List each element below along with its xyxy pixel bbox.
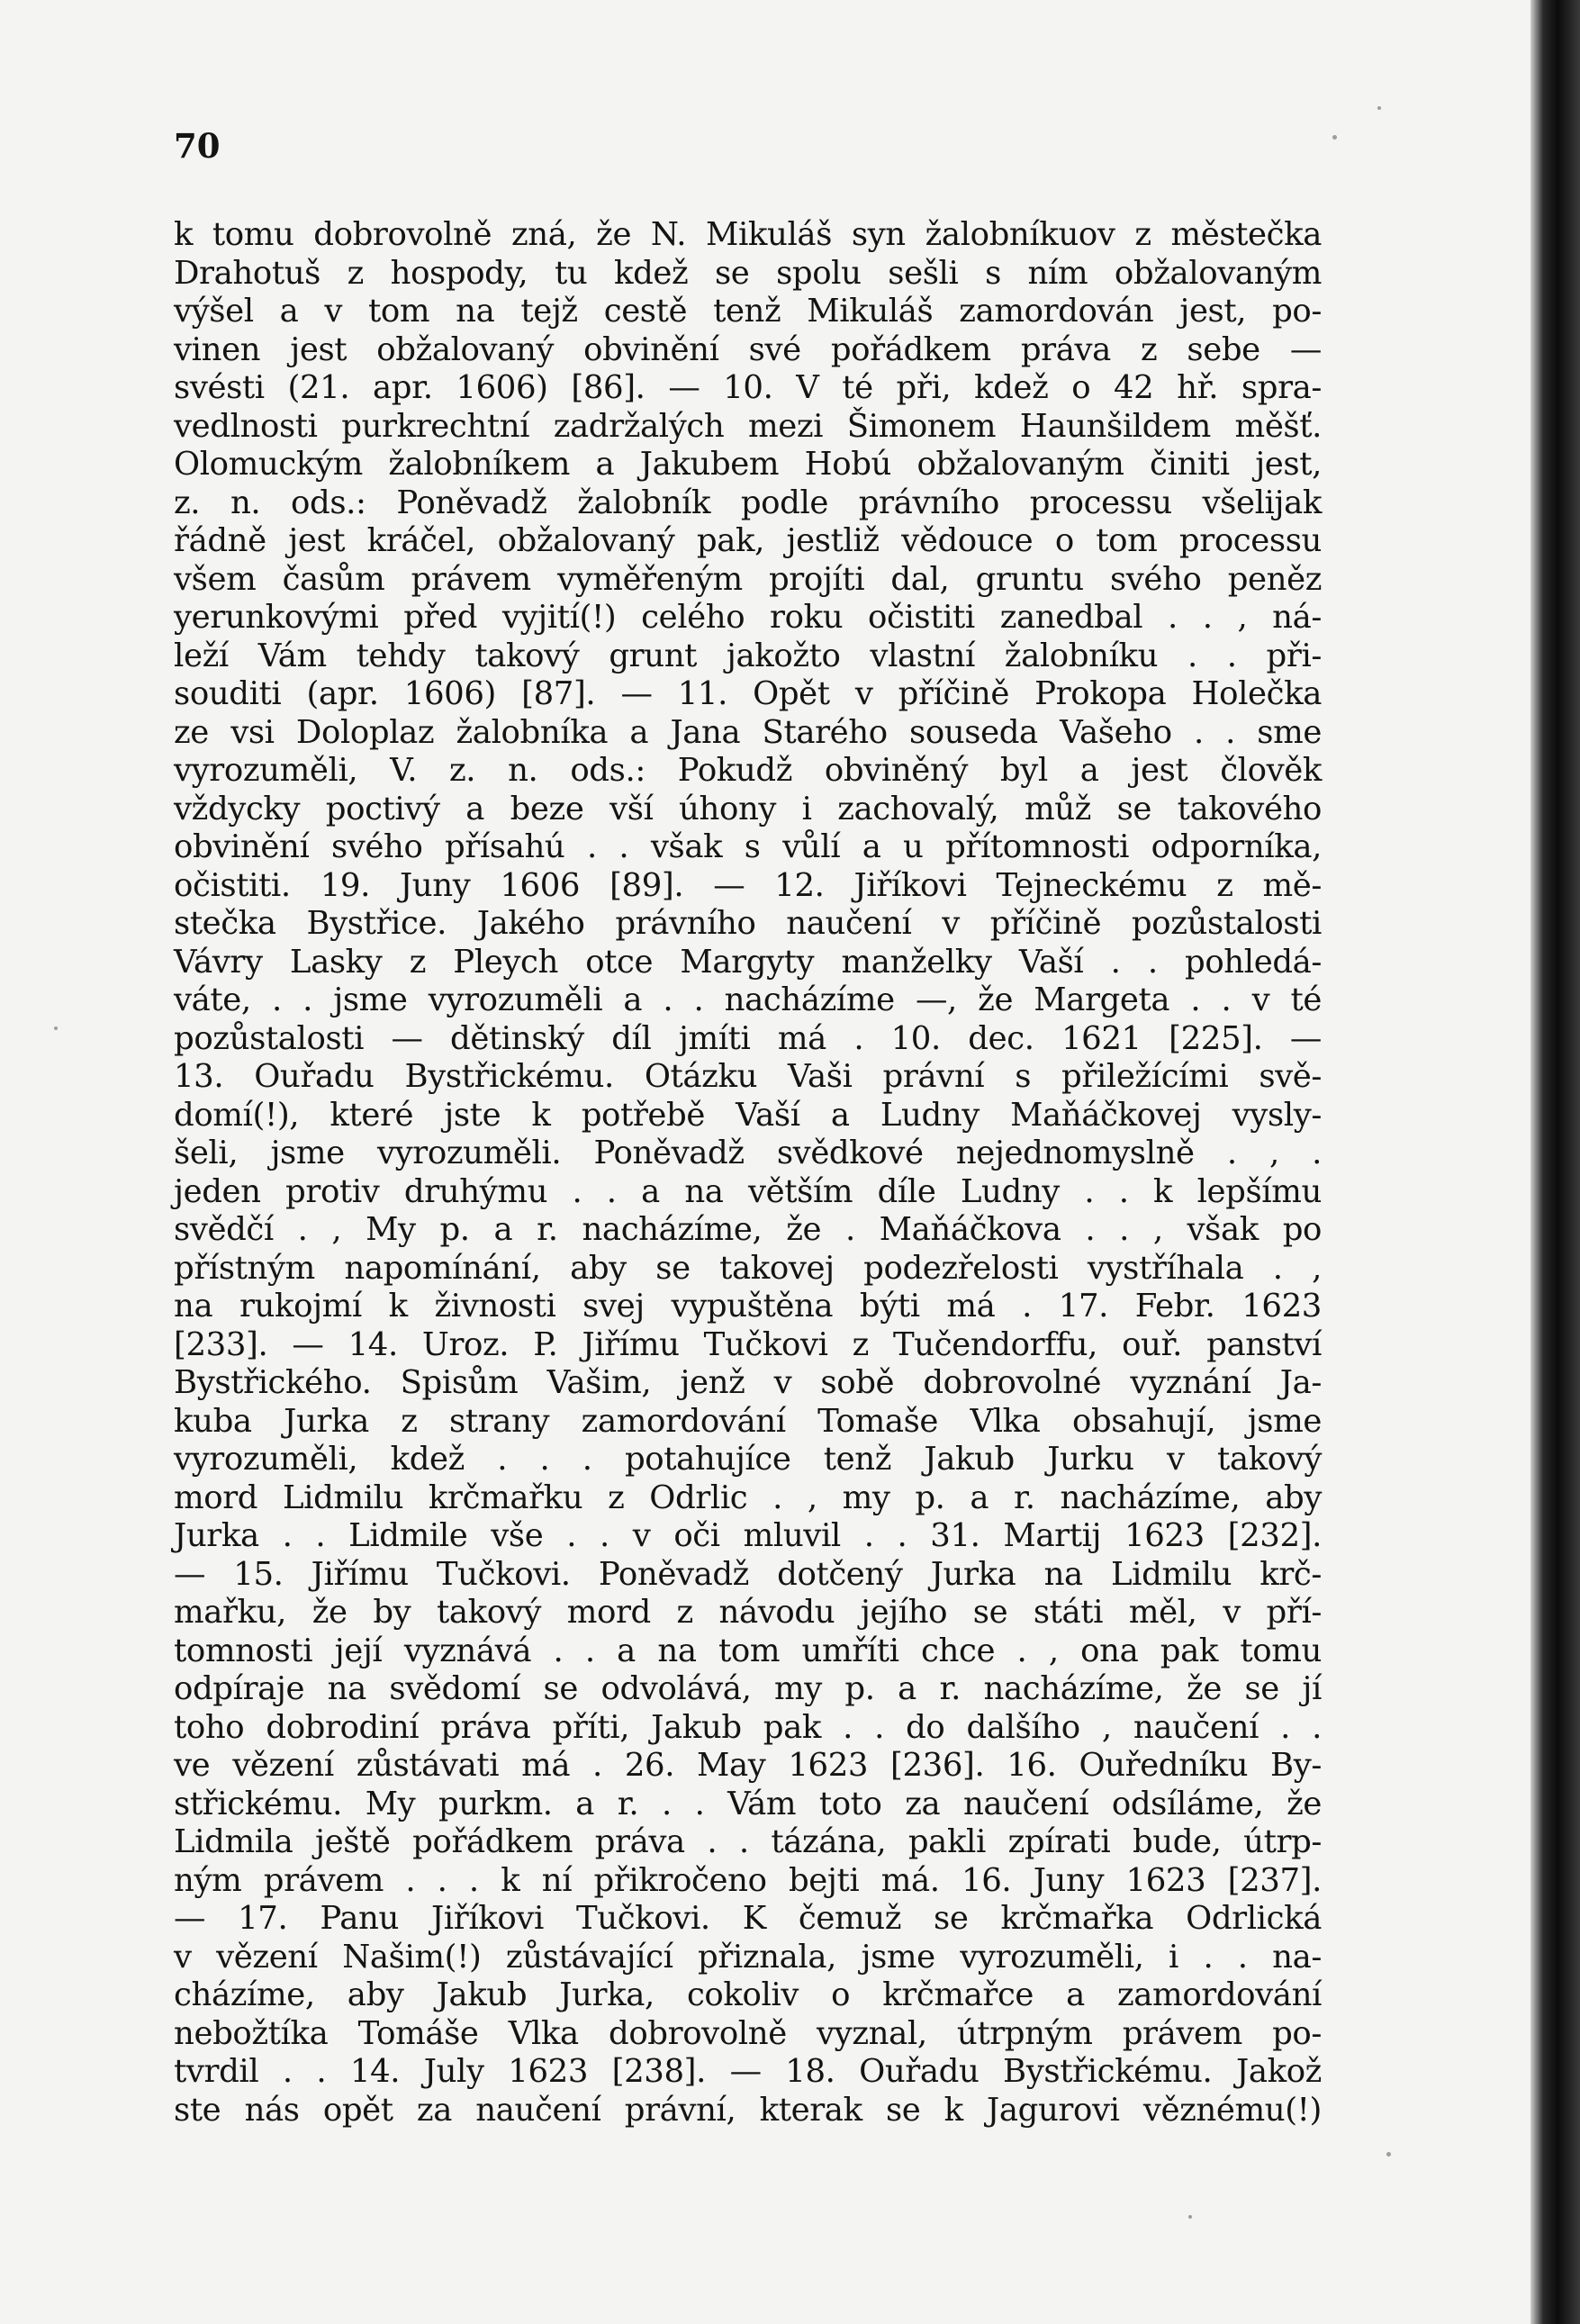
text-line: vinen jest obžalovaný obvinění své pořádkem práva z sebe — (174, 330, 1322, 368)
scan-speck (1188, 2215, 1192, 2219)
text-line: pozůstalosti — dětinský díl jmíti má . 10. dec. 1621 [225]. — (174, 1019, 1322, 1057)
text-line: kuba Jurka z strany zamordování Tomaše Vlka obsahují, jsme (174, 1402, 1322, 1440)
scan-binding-edge (1530, 0, 1580, 2324)
text-line: Vávry Lasky z Pleych otce Margyty manželky Vaší . . pohledá- (174, 943, 1322, 981)
text-line: domí(!), které jste k potřebě Vaší a Ludny Maňáčkovej vysly- (174, 1096, 1322, 1134)
text-line: vyrozuměli, kdež . . . potahujíce tenž Jakub Jurku v takový (174, 1441, 1322, 1478)
text-line: očistiti. 19. Juny 1606 [89]. — 12. Jiříkovi Tejneckému z mě- (174, 866, 1322, 904)
text-line: svésti (21. apr. 1606) [86]. — 10. V té při, kdež o 42 hř. spra- (174, 369, 1322, 406)
scan-speck (1377, 106, 1381, 110)
text-line: odpíraje na svědomí se odvolává, my p. a r. nacházíme, že se jí (174, 1670, 1322, 1707)
text-line: z. n. ods.: Poněvadž žalobník podle právního processu všelijak (174, 484, 1322, 521)
text-line: Olomuckým žalobníkem a Jakubem Hobú obžalovaným činiti jest, (174, 446, 1322, 483)
text-line: vždycky poctivý a beze vší úhony i zachovalý, můž se takového (174, 790, 1322, 827)
text-line: váte, . . jsme vyrozuměli a . . nacházíme —, že Margeta . . v té (174, 981, 1322, 1018)
text-line: výšel a v tom na tejž cestě tenž Mikuláš zamordován jest, po- (174, 293, 1322, 330)
text-line: 13. Ouřadu Bystřickému. Otázku Vaši právní s přiležícími svě- (174, 1058, 1322, 1095)
text-line: řádně jest kráčel, obžalovaný pak, jestliž vědouce o tom processu (174, 522, 1322, 559)
body-text (174, 216, 1322, 2130)
text-line: toho dobrodiní práva příti, Jakub pak . . do dalšího , naučení . . (174, 1708, 1322, 1746)
text-line: ve vězení zůstávati má . 26. May 1623 [236]. 16. Ouředníku By- (174, 1747, 1322, 1784)
text-line: obvinění svého přísahú . . však s vůlí a u přítomnosti odporníka, (174, 828, 1322, 865)
text-line: mord Lidmilu krčmařku z Odrlic . , my p. a r. nacházíme, aby (174, 1478, 1322, 1516)
text-line: jeden protiv druhýmu . . a na větším díle Ludny . . k lepšímu (174, 1172, 1322, 1210)
text-line: střickému. My purkm. a r. . . Vám toto za naučení odsíláme, že (174, 1785, 1322, 1822)
text-line: k tomu dobrovolně zná, že N. Mikuláš syn žalobníkuov z městečka (174, 216, 1322, 253)
text-line: ste nás opět za naučení právní, kterak se k Jagurovi věznému(!) (174, 2091, 1322, 2129)
text-line: Lidmila ještě pořádkem práva . . tázána, pakli zpírati bude, útrp- (174, 1823, 1322, 1860)
text-line: mařku, že by takový mord z návodu jejího se státi měl, v pří- (174, 1594, 1322, 1631)
text-line: leží Vám tehdy takový grunt jakožto vlastní žalobníku . . při- (174, 637, 1322, 674)
text-line: ným právem . . . k ní přikročeno bejti má. 16. Juny 1623 [237]. (174, 1861, 1322, 1899)
text-line: šeli, jsme vyrozuměli. Poněvadž svědkové nejednomyslně . , . (174, 1135, 1322, 1171)
text-line: přístným napomínání, aby se takovej podezřelosti vystříhala . , (174, 1249, 1322, 1287)
text-line: souditi (apr. 1606) [87]. — 11. Opět v příčině Prokopa Holečka (174, 675, 1322, 712)
text-line: svědčí . , My p. a r. nacházíme, že . Maňáčkova . . , však po (174, 1211, 1322, 1248)
text-line: ze vsi Doloplaz žalobníka a Jana Starého souseda Vašeho . . sme (174, 713, 1322, 751)
scan-speck (1386, 2152, 1391, 2157)
text-line: cházíme, aby Jakub Jurka, cokoliv o krčmařce a zamordování (174, 1976, 1322, 2013)
text-line: všem časům právem vyměřeným projíti dal, gruntu svého peněz (174, 560, 1322, 598)
text-line: nebožtíka Tomáše Vlka dobrovolně vyznal, útrpným právem po- (174, 2014, 1322, 2052)
text-line: vedlnosti purkrechtní zadržalých mezi Šimonem Haunšildem měšť. (174, 407, 1322, 445)
text-line: Jurka . . Lidmile vše . . v oči mluvil . . 31. Martij 1623 [232]. (174, 1517, 1322, 1554)
text-line: — 15. Jiřímu Tučkovi. Poněvadž dotčený Jurka na Lidmilu krč- (174, 1555, 1322, 1593)
scan-speck (1332, 135, 1337, 140)
text-line: vyrozuměli, V. z. n. ods.: Pokudž obviněný byl a jest člověk (174, 752, 1322, 789)
page-number: 70 (174, 126, 221, 166)
text-line: tomnosti její vyznává . . a na tom umříti chce . , ona pak tomu (174, 1632, 1322, 1669)
text-line: stečka Bystřice. Jakého právního naučení v příčině pozůstalosti (174, 905, 1322, 942)
text-line: Bystřického. Spisům Vašim, jenž v sobě dobrovolné vyznání Ja- (174, 1364, 1322, 1401)
text-line: v vězení Našim(!) zůstávající přiznala, jsme vyrozuměli, i . . na- (174, 1938, 1322, 1976)
text-line: Drahotuš z hospody, tu kdež se spolu sešli s ním obžalovaným (174, 254, 1322, 292)
text-line: tvrdil . . 14. July 1623 [238]. — 18. Ouřadu Bystřickému. Jakož (174, 2053, 1322, 2090)
text-line: yerunkovými před vyjití(!) celého roku očistiti zanedbal . . , ná- (174, 599, 1322, 636)
scan-speck (54, 1026, 58, 1030)
text-line: — 17. Panu Jiříkovi Tučkovi. K čemuž se krčmařka Odrlická (174, 1900, 1322, 1937)
text-line: [233]. — 14. Uroz. P. Jiřímu Tučkovi z Tučendorffu, ouř. panství (174, 1325, 1322, 1363)
text-line: na rukojmí k živnosti svej vypuštěna býti má . 17. Febr. 1623 (174, 1288, 1322, 1325)
